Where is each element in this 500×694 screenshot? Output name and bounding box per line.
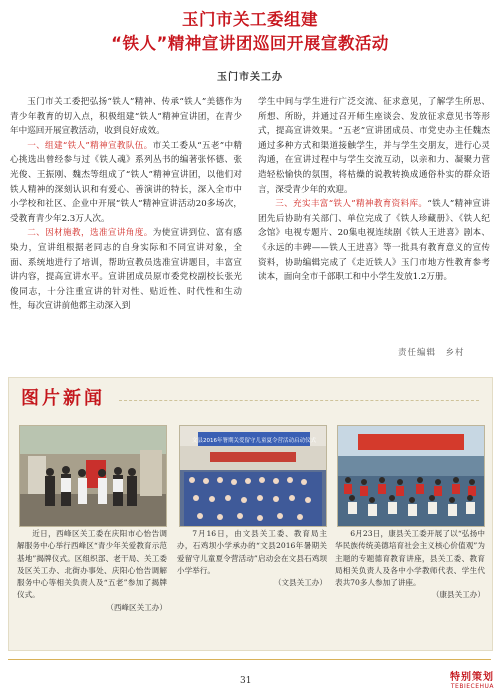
responsible-editor: 责任编辑 乡村 [398,348,465,358]
section-heading: 三、充实丰富“铁人”精神教育资料库。 [275,199,428,210]
page-number: 31 [240,676,252,686]
article-column-left [10,95,242,365]
paragraph-text: 为使宣讲到位、富有感染力，宣讲组根据老同志的自身实际和不同宣讲对象，全面、系统地进行了培训，帮助宣教员选准宣讲题目，丰富宣讲内容，提高宣讲水平。宣讲团成员原市委党校副校长张光俊同志，十分注重宣讲的针对性、贴近性、时代性和生动性，每次宣讲前他都主动深入到 [10,228,242,312]
section-name: 特别策划 [450,672,494,683]
photo-caption-1 [17,528,167,614]
news-photo-lecture [337,425,485,527]
caption-source: （西峰区关工办） [106,602,167,612]
paragraph: 玉门市关工委把弘扬“铁人”精神、传承“铁人”美德作为青少年教育的切入点，积极组建“铁人”精神宣讲团，在青少年中巡回开展宣教活动，收到良好成效。 [10,97,242,137]
plaque-unveiling-photo [20,426,166,526]
lecture-photo [338,426,484,526]
picture-news-panel [8,377,493,651]
picture-news-title: 图片新闻 [21,388,105,409]
photo-caption-3 [335,528,485,602]
paragraph-text: “铁人”精神宣讲团先后协助有关部门、单位完成了《铁人珍藏册》、《铁人纪念馆》电视专题片、20集电视连续剧《铁人王进喜》剧本、《永远的丰碑——铁人王进喜》等一批具有教育意义的宣传资料，协助编辑完成了《走近铁人》玉门市地方性教育参考读本，面向全市千部职工和中小学生发放1.2万册。 [258,199,490,283]
caption-source: （文县关工办） [273,578,327,588]
caption-text: 6月23日，康县关工委开展了以“弘扬中华民族传统美德培育社会主义核心价值观”为主题的专题德育教育讲座，县关工委、教育局相关负责人及各中小学教师代表、学生代表共70多人参加了讲座。 [335,529,485,588]
title-line-1: 玉门市关工委组建 [182,10,318,29]
paragraph-text: 市关工委从“五老”中精心挑选出曾经参与过《铁人魂》系列丛书的编著张怀德、张光俊、王振刚、魏杰等组成了“铁人”精神宣讲团，以他们对铁人精神的深刻认识和有爱心、善演讲的特长，深入全市中小学校和社区、企业中开展“铁人”精神宣讲活动20多场次，受教育青少年2.3万人次。 [10,140,242,224]
paragraph [258,197,490,285]
summer-camp-photo [180,426,326,526]
photo-caption-2 [177,528,327,589]
paragraph: 学生中间与学生进行广泛交流、征求意见，了解学生所思、所想、所盼，并通过召开师生座谈会、发放征求意见书等形式，提高宣讲效果。“五老”宣讲团成员、市党史办主任魏杰通过多种方式和渠道接触学生，并与学生交朋友，进行心灵沟通，在宣讲过程中与学生交流互动，以亲和力、凝聚力营造轻松愉快的氛围，将枯燥的说教转换成通俗朴实的群众语言，深受青少年的欢迎。 [258,97,490,195]
section-heading: 二、因材施教，选准宣讲角度。 [27,228,153,239]
caption-text: 7月16日，由文县关工委、教育局主办，石鸡坝小学承办的“文县2016年暑期关爱留守儿童夏令营活动”启动会在文县石鸡坝小学举行。 [177,529,327,575]
event-banner-text: 文县2016年署期关爱留守儿童夏令营活动启动仪式 [192,438,316,444]
footer-divider [8,659,491,660]
section-pinyin: TEBIECEHUA [450,683,494,690]
decorative-divider [119,400,479,401]
news-photo-plaque-unveiling [19,425,167,527]
title-line-2: “铁人”精神宣讲团巡回开展宣教活动 [111,34,389,53]
section-tag [450,668,494,690]
caption-text: 近日，西峰区关工委在庆阳市心怡告调解服务中心举行西峰区“青少年关爱教育示范基地”揭牌仪式。区组织部、老干局、关工委及区关工办、北街办事处、庆阳心怡告调解服务中心等相关负责人及“五老”参加了揭牌仪式。 [17,529,167,600]
news-photo-summer-camp [179,425,327,527]
paragraph [10,139,242,227]
section-heading: 一、组建“铁人”精神宣教队伍。 [27,140,153,151]
author-byline: 玉门市关工办 [217,72,283,83]
caption-source: （康县关工办） [431,590,485,600]
paragraph [10,226,242,314]
article-column-right [258,95,490,365]
